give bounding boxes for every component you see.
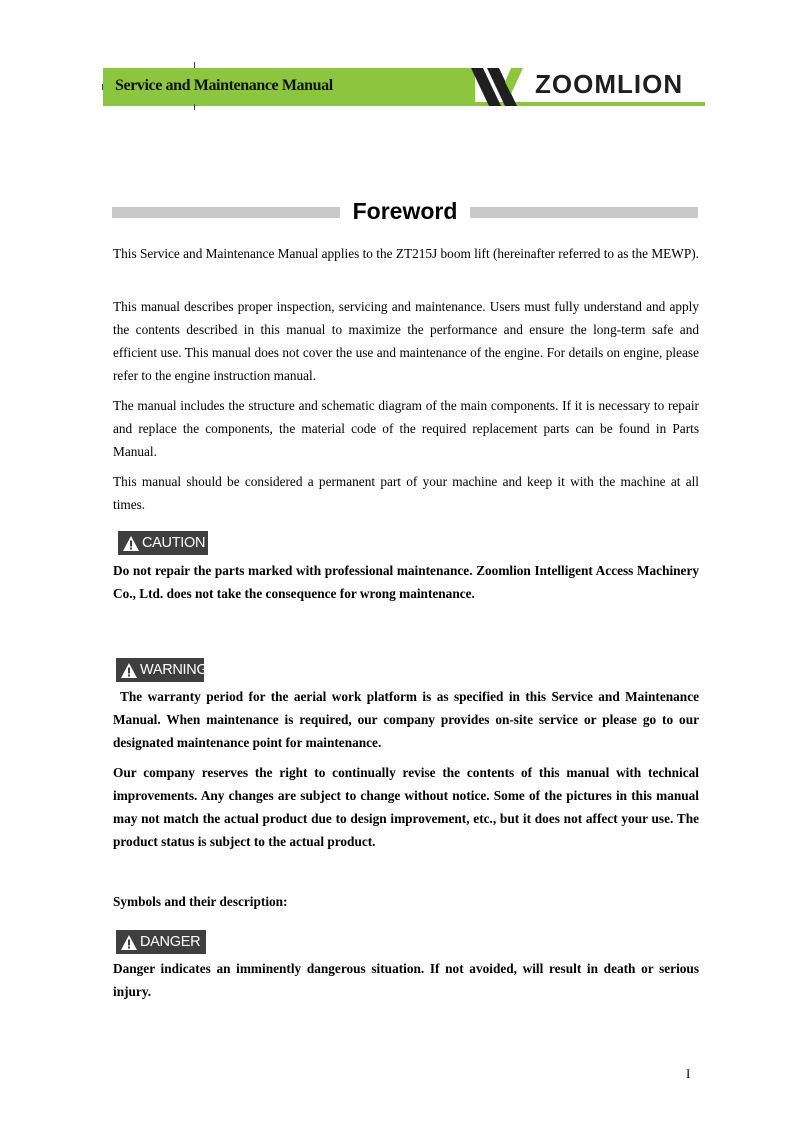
crop-mark [194,104,195,110]
paragraph-permanence: This manual should be considered a permanent part of your machine and keep it with the machine at all times. [113,474,699,512]
page-number: I [686,1066,691,1081]
danger-badge [116,930,206,954]
header-title-bar [103,68,475,106]
crop-mark [102,84,103,90]
warning-text-warranty: The warranty period for the aerial work platform is as specified in this Service and Maintenance Manual. When maintenance is required, our company provides on-site service or please go to our designated maintenance point for maintenance. [113,689,699,750]
title-rule-left [112,207,340,218]
title-rule-right [470,207,698,218]
warning-text-revisions: Our company reserves the right to continually revise the contents of this manual with technical improvements. Any changes are subject to change without notice. Some of the pictures in this manual may not match the actual product due to design improvement, etc., but it does not affect your use. The product status is subject to the actual product. [113,765,699,849]
section-title-row [112,198,698,226]
danger-label: DANGER [140,934,201,950]
crop-mark [194,62,195,68]
caution-badge [118,531,208,555]
manual-title: Service and Maintenance Manual [115,77,333,94]
warning-triangle-icon [120,934,138,951]
section-title: Foreword [352,198,458,224]
warning-triangle-icon [120,662,138,679]
paragraph-structure: The manual includes the structure and schematic diagram of the main components. If it is necessary to repair and replace the components, the material code of the required replacement parts can be found in Parts Manual. [113,398,699,459]
paragraph-purpose: This manual describes proper inspection, servicing and maintenance. Users must fully understand and apply the contents described in this manual to maximize the performance and ensure the long-term safe and efficient use. This manual does not cover the use and maintenance of the engine. For details on engine, please refer to the engine instruction manual. [113,299,699,383]
warning-badge [116,658,208,682]
warning-triangle-icon [122,535,140,552]
page-header [103,68,705,106]
zoomlion-logo-icon [471,68,531,106]
caution-label: CAUTION [142,535,206,551]
caution-text: Do not repair the parts marked with professional maintenance. Zoomlion Intelligent Access Machinery Co., Ltd. does not take the consequence for wrong maintenance. [113,563,699,601]
danger-text: Danger indicates an imminently dangerous situation. If not avoided, will result in death or serious injury. [113,961,699,999]
symbols-heading: Symbols and their description: [113,894,288,909]
warning-label: WARNING [140,662,208,678]
brand-name: ZOOMLION [535,69,684,99]
paragraph-scope: This Service and Maintenance Manual applies to the ZT215J boom lift (hereinafter referred to as the MEWP). [113,246,699,261]
